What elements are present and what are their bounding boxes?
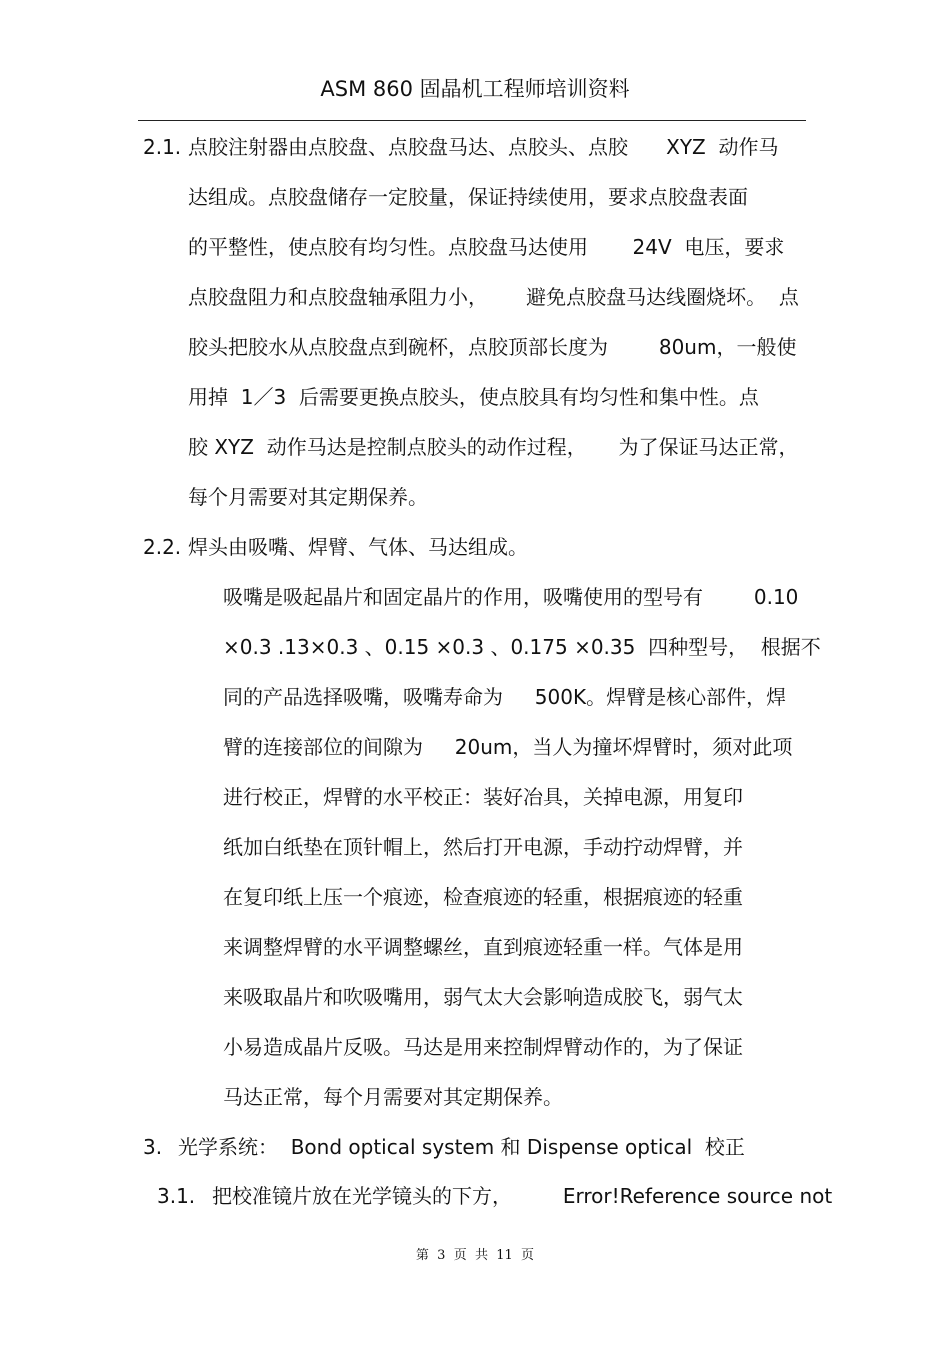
section-2-2-line: 纸加白纸垫在顶针帽上，然后打开电源，手动拧动焊臂，并 <box>223 835 743 859</box>
section-2-2-line: 在复印纸上压一个痕迹，检查痕迹的轻重，根据痕迹的轻重 <box>223 885 743 909</box>
page-number: 第 3 页 共 11 页 <box>415 1248 535 1263</box>
section-2-1-line: 点胶盘阻力和点胶盘轴承阻力小， 避免点胶盘马达线圈烧坏。 点 <box>188 285 799 309</box>
section-2-1-line: 胶 XYZ 动作马达是控制点胶头的动作过程， 为了保证马达正常， <box>188 435 799 459</box>
section-3-text: 光学系统： Bond optical system 和 Dispense optical 校正 <box>178 1135 745 1159</box>
section-2-1-line: 点胶注射器由点胶盘、点胶盘马达、点胶头、点胶 XYZ 动作马 <box>188 135 779 159</box>
section-2-2-heading: 焊头由吸嘴、焊臂、气体、马达组成。 <box>188 535 528 559</box>
section-2-2-line: 进行校正，焊臂的水平校正：装好冶具，关掉电源，用复印 <box>223 785 743 809</box>
section-2-1-line: 胶头把胶水从点胶盘点到碗杯，点胶顶部长度为 80um，一般使 <box>188 335 797 359</box>
section-2-1-line: 达组成。点胶盘储存一定胶量，保证持续使用，要求点胶盘表面 <box>188 185 748 209</box>
section-2-2-line: 小易造成晶片反吸。马达是用来控制焊臂动作的，为了保证 <box>223 1035 743 1059</box>
section-number-3-1: 3.1. <box>157 1184 196 1208</box>
section-number-2-2: 2.2. <box>143 535 182 559</box>
section-2-1-line: 用掉 1／3 后需要更换点胶头，使点胶具有均匀性和集中性。点 <box>188 385 759 409</box>
section-2-1-line: 每个月需要对其定期保养。 <box>188 485 428 509</box>
section-3-1-text: 把校准镜片放在光学镜头的下方， Error!Reference source not <box>212 1184 833 1208</box>
header-rule <box>138 120 806 121</box>
section-number-2-1: 2.1. <box>143 135 182 159</box>
section-2-1-line: 的平整性，使点胶有均匀性。点胶盘马达使用 24V 电压，要求 <box>188 235 785 259</box>
section-2-2-line: 同的产品选择吸嘴，吸嘴寿命为 500K。焊臂是核心部件，焊 <box>223 685 787 709</box>
section-2-2-line: 臂的连接部位的间隙为 20um，当人为撞坏焊臂时，须对此项 <box>223 735 793 759</box>
section-2-2-line: ×0.3 .13×0.3 、0.15 ×0.3 、0.175 ×0.35 四种型号， 根据不 <box>223 635 821 659</box>
document-title: ASM 860 固晶机工程师培训资料 <box>320 77 630 101</box>
section-2-2-line: 来调整焊臂的水平调整螺丝，直到痕迹轻重一样。气体是用 <box>223 935 743 959</box>
section-2-2-line: 来吸取晶片和吹吸嘴用，弱气太大会影响造成胶飞，弱气太 <box>223 985 743 1009</box>
section-2-2-line: 吸嘴是吸起晶片和固定晶片的作用，吸嘴使用的型号有 0.10 <box>223 585 799 609</box>
section-number-3: 3. <box>143 1135 163 1159</box>
section-2-2-line: 马达正常，每个月需要对其定期保养。 <box>223 1085 563 1109</box>
